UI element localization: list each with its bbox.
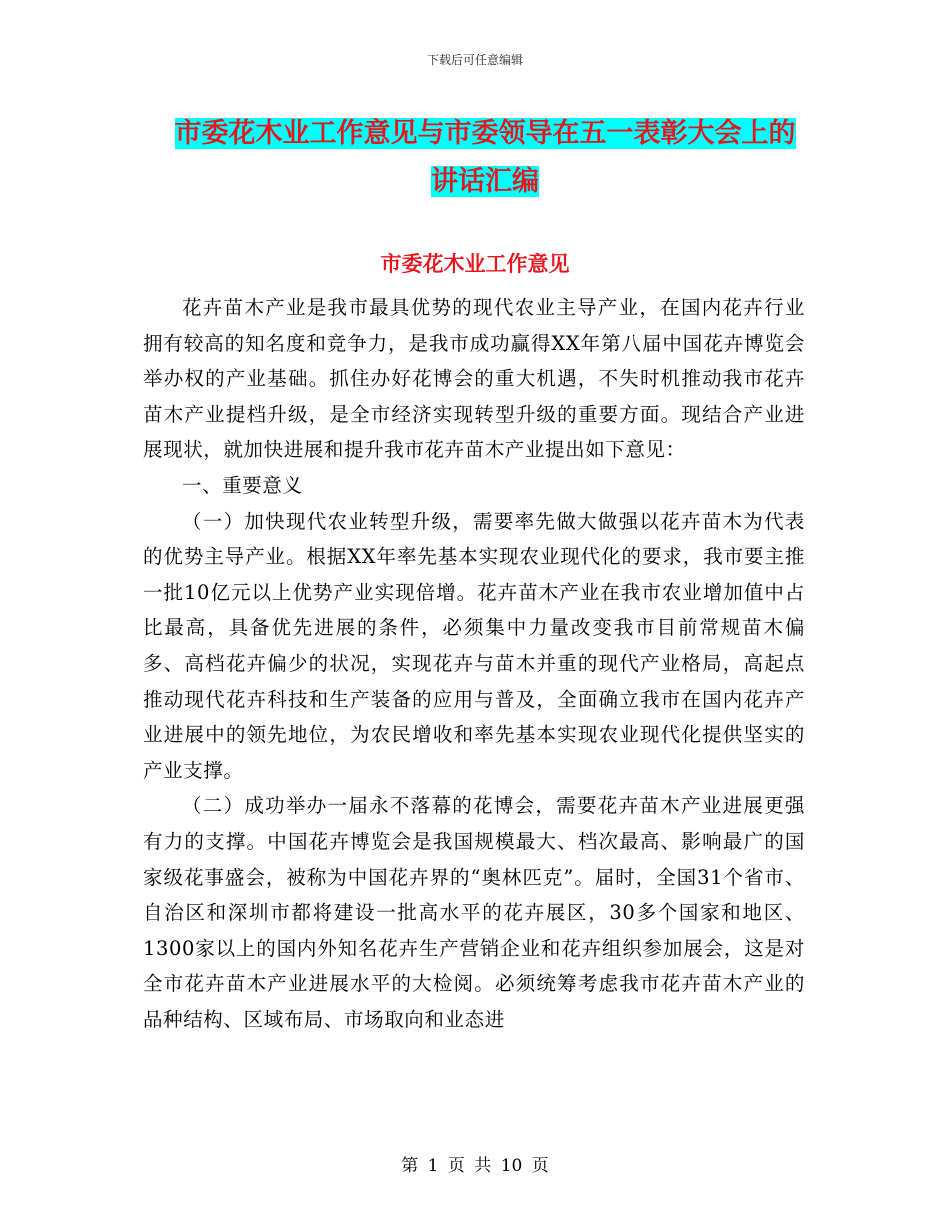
paragraph: （二）成功举办一届永不落幕的花博会，需要花卉苗木产业进展更强有力的支撑。中国花卉博览会是我国规模最大、档次最高、影响最广的国家级花事盛会，被称为中国花卉界的“奥林匹克”。届时，全国31个省市、自治区和深圳市都将建设一批高水平的花卉展区，30多个国家和地区、1300家以上的国内外知名花卉生产营销企业和花卉组织参加展会，这是对全市花卉苗木产业进展水平的大检阅。必须统筹考虑我市花卉苗木产业的品种结构、区域布局、市场取向和业态进 bbox=[143, 794, 805, 1031]
section-title: 市委花木业工作意见 bbox=[380, 251, 570, 276]
document-title-line-1 bbox=[140, 110, 830, 158]
title-highlight: 市委花木业工作意见与市委领导在五一表彰大会上的 bbox=[174, 118, 796, 149]
paragraph: 一、重要意义 bbox=[182, 473, 303, 497]
paragraph: （一）加快现代农业转型升级，需要率先做大做强以花卉苗木为代表的优势主导产业。根据XX年率先基本实现农业现代化的要求，我市要主推一批10亿元以上优势产业实现倍增。花卉苗木产业在我市农业增加值中占比最高，具备优先进展的条件，必须集中力量改变我市目前常规苗木偏多、高档花卉偏少的状况，实现花卉与苗木并重的现代产业格局，高起点推动现代花卉科技和生产装备的应用与普及，全面确立我市在国内花卉产业进展中的领先地位，为农民增收和率先基本实现农业现代化提供坚实的产业支撑。 bbox=[143, 509, 805, 782]
document-title-line-2 bbox=[140, 158, 830, 206]
paragraph: 花卉苗木产业是我市最具优势的现代农业主导产业，在国内花卉行业拥有较高的知名度和竞争力，是我市成功赢得XX年第八届中国花卉博览会举办权的产业基础。抓住办好花博会的重大机遇，不失时机推动我市花卉苗木产业提档升级，是全市经济实现转型升级的重要方面。现结合产业进展现状，就加快进展和提升我市花卉苗木产业提出如下意见： bbox=[143, 296, 805, 462]
header-note: 下载后可任意编辑 bbox=[426, 53, 523, 67]
page-footer: 第 1 页 共 10 页 bbox=[401, 1156, 549, 1176]
document-title bbox=[140, 110, 830, 206]
body-text bbox=[143, 290, 805, 1037]
title-highlight: 讲话汇编 bbox=[431, 166, 539, 197]
